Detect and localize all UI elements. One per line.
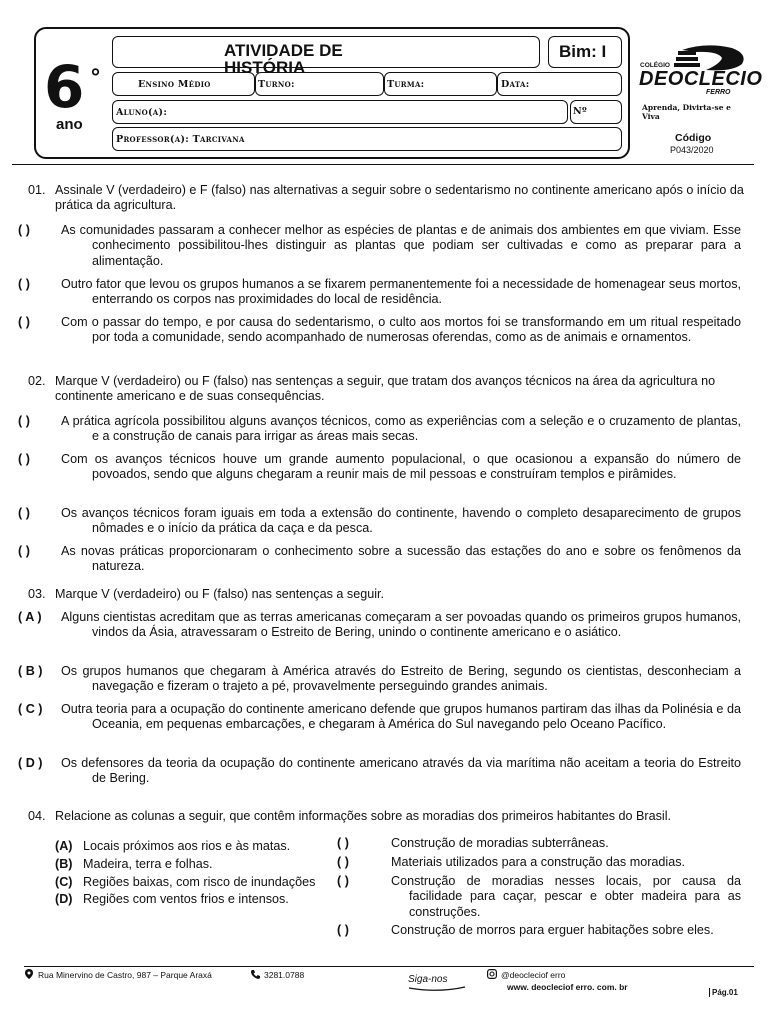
item-text: Com os avanços técnicos houve um grande aumento populacional, o que ocasionou a expansão do número de povoados, sendo que alguns chegaram a reunir mais de mil pessoas e construíram templos e pirâmides. — [61, 452, 741, 482]
q04-left-a — [55, 839, 290, 854]
grade-number: 6 — [44, 53, 85, 121]
q04-left-c — [55, 875, 315, 890]
phone-icon — [250, 969, 261, 980]
page-title: ATIVIDADE DE HISTÓRIA — [224, 41, 343, 77]
column-text: Construção de moradias subterrâneas. — [391, 836, 609, 850]
footer-divider — [24, 966, 754, 967]
item-text: A prática agrícola possibilitou alguns avanços técnicos, como as experiências com a seleção e o cruzamento de plantas, e a construção de canais para irrigar as áreas mais secas. — [61, 414, 741, 444]
q02-item-4: ( ) As novas práticas proporcionaram o conhecimento sobre a sucessão das estações do ano e sobre os fenômenos da natureza. — [18, 544, 741, 574]
map-pin-icon — [24, 969, 34, 979]
q03-item-b: ( B ) Os grupos humanos que chegaram à América através do Estreito de Bering, segundo os cientistas, desconheciam a navegação e fizeram o trajeto a pé, provavelmente perseguindo grandes animais. — [18, 664, 741, 694]
column-letter: (B) — [55, 857, 73, 871]
professor-label: Professor(a): Tarcivana — [116, 134, 245, 145]
item-text: Os avanços técnicos foram iguais em toda a extensão do continente, havendo o completo desaparecimento de grupos nômades e o início da prática da caça e da pesca. — [61, 506, 741, 536]
q01-item-3: ( ) Com o passar do tempo, e por causa do sedentarismo, o culto aos mortos foi se transformando em um ritual respeitado por toda a comunidade, sendo acompanhado de numerosas oferendas, como as de animais e ornamentos. — [18, 315, 741, 345]
item-text: Alguns cientistas acreditam que as terras americanas começaram a ser povoadas quando os primeiros grupos humanos, vindos da Ásia, atravessaram o Estreito de Bering, unindo o continente americano e o asiático. — [61, 610, 741, 640]
question-number: 03. — [28, 587, 46, 601]
footer-phone: 3281.0788 — [264, 970, 305, 980]
codigo-label: Código — [675, 132, 712, 144]
column-text: Madeira, terra e folhas. — [83, 857, 213, 871]
question-01 — [28, 183, 748, 214]
logo-ferro-text: FERRO — [706, 89, 731, 96]
column-text: Regiões baixas, com risco de inundações — [83, 875, 316, 889]
question-text: Marque V (verdadeiro) ou F (falso) nas sentenças a seguir, que tratam dos avanços técnicos na área da agricultura no continente americano e de suas consequências. — [55, 374, 716, 404]
q04-left-d — [55, 892, 289, 907]
answer-blank[interactable]: ( ) — [337, 874, 349, 888]
logo-colegio-text: COLÉGIO — [640, 62, 670, 69]
q01-item-2: ( ) Outro fator que levou os grupos humanos a se fixarem permanentemente foi a necessidade de homenagear seus mortos, enterrando os corpos nas proximidades do local de residência. — [18, 277, 741, 307]
q01-item-1: ( ) As comunidades passaram a conhecer melhor as espécies de plantas e de animais dos ambientes em que viviam. Esse conhecimento possibilitou-lhes distinguir as plantas que podiam ser cultivadas e como as preparar para a alimentação. — [18, 223, 741, 268]
item-text: Outra teoria para a ocupação do continente americano defende que grupos humanos partiram das ilhas da Polinésia e da Oceania, em pequenas embarcações, e chegaram à América do Sul navegando pelo Oceano Pacífico. — [61, 702, 741, 732]
turno-label: Turno: — [258, 79, 295, 90]
q02-item-2: ( ) Com os avanços técnicos houve um grande aumento populacional, o que ocasionou a expansão do número de povoados, sendo que alguns chegaram a reunir mais de mil pessoas e construíram templos e pirâmides. — [18, 452, 741, 482]
item-text: Com o passar do tempo, e por causa do sedentarismo, o culto aos mortos foi se transformando em um ritual respeitado por toda a comunidade, sendo acompanhado de numerosas oferendas, como as de animais e ornamentos. — [61, 315, 741, 345]
footer-social-handle: @deocleciof erro — [501, 970, 566, 980]
bimester-label: Bim: I — [559, 42, 607, 61]
question-04 — [28, 809, 748, 824]
item-text: Outro fator que levou os grupos humanos a se fixarem permanentemente foi a necessidade de homenagear seus mortos, enterrando os corpos nas proximidades do local de residência. — [61, 277, 741, 307]
codigo-value: P043/2020 — [670, 145, 714, 155]
logo-school-name: DEOCLÉCIO — [639, 68, 763, 90]
column-letter: (D) — [55, 892, 73, 906]
instagram-icon — [487, 969, 497, 979]
answer-blank[interactable]: ( ) — [337, 836, 349, 850]
q02-item-3: ( ) Os avanços técnicos foram iguais em toda a extensão do continente, havendo o completo desaparecimento de grupos nômades e o início da prática da caça e da pesca. — [18, 506, 741, 536]
column-letter: (C) — [55, 875, 73, 889]
question-text: Assinale V (verdadeiro) e F (falso) nas alternativas a seguir sobre o sedentarismo no continente americano após o início da prática da agricultura. — [55, 183, 744, 213]
header-divider — [12, 164, 754, 165]
question-number: 02. — [28, 374, 46, 388]
q04-right-4 — [337, 923, 741, 938]
question-text: Relacione as colunas a seguir, que contêm informações sobre as moradias dos primeiros habitantes do Brasil. — [55, 809, 672, 823]
question-number: 04. — [28, 809, 46, 823]
numero-label: Nº — [573, 106, 588, 117]
item-text: Os grupos humanos que chegaram à América através do Estreito de Bering, segundo os cientistas, desconheciam a navegação e fizeram o trajeto a pé, provavelmente perseguindo grandes animais. — [61, 664, 741, 694]
q04-right-3 — [337, 874, 741, 920]
footer-website[interactable]: www. deocleciof erro. com. br — [507, 982, 628, 992]
turma-label: Turma: — [387, 79, 425, 90]
page-number: Pág.01 — [709, 988, 738, 997]
aluno-field[interactable] — [112, 100, 568, 124]
siga-nos-swoosh-icon — [408, 986, 466, 992]
question-number: 01. — [28, 183, 46, 197]
item-text: Os defensores da teoria da ocupação do continente americano através da via marítima não aceitam a teoria do Estreito de Bering. — [61, 756, 741, 786]
question-02 — [28, 374, 748, 405]
q03-item-a: ( A ) Alguns cientistas acreditam que as terras americanas começaram a ser povoadas quando os primeiros grupos humanos, vindos da Ásia, atravessaram o Estreito de Bering, unindo o continente americano e o asiático. — [18, 610, 741, 640]
column-text: Materiais utilizados para a construção das moradias. — [391, 855, 685, 869]
ensino-label: Ensino Médio — [138, 79, 211, 90]
answer-blank[interactable]: ( ) — [337, 855, 349, 869]
column-text: Construção de moradias nesses locais, por causa da facilidade para caçar, pescar e obter madeira para as construções. — [391, 874, 741, 919]
column-text: Regiões com ventos frios e intensos. — [83, 892, 289, 906]
question-03 — [28, 587, 748, 602]
q03-item-c: ( C ) Outra teoria para a ocupação do continente americano defende que grupos humanos partiram das ilhas da Polinésia e da Oceania, em pequenas embarcações, e chegaram à América do Sul navegando pelo Oceano Pacífico. — [18, 702, 741, 732]
column-letter: (A) — [55, 839, 73, 853]
answer-blank[interactable]: ( ) — [337, 923, 349, 937]
q04-right-1 — [337, 836, 741, 851]
data-label: Data: — [501, 79, 530, 90]
grade-ano-label: ano — [56, 116, 83, 133]
q02-item-1: ( ) A prática agrícola possibilitou alguns avanços técnicos, como as experiências com a seleção e o cruzamento de plantas, e a construção de canais para irrigar as áreas mais secas. — [18, 414, 741, 444]
aluno-label: Aluno(a): — [116, 107, 168, 118]
item-text: As novas práticas proporcionaram o conhecimento sobre a sucessão das estações do ano e sobre os fenômenos da natureza. — [61, 544, 741, 574]
grade-degree-sign: ° — [90, 66, 101, 91]
footer-address: Rua Minervino de Castro, 987 – Parque Araxá — [38, 970, 212, 980]
q03-item-d: ( D ) Os defensores da teoria da ocupação do continente americano através da via marítima não aceitam a teoria do Estreito de Bering. — [18, 756, 741, 786]
column-text: Construção de morros para erguer habitações sobre eles. — [391, 923, 714, 937]
q04-left-b — [55, 857, 213, 872]
item-text: As comunidades passaram a conhecer melhor as espécies de plantas e de animais dos ambientes em que viviam. Esse conhecimento possibilitou-lhes distinguir as plantas que podiam ser cultivadas e como as preparar para a alimentação. — [61, 223, 741, 268]
q04-right-2 — [337, 855, 741, 870]
siga-nos-label: Siga-nos — [408, 974, 448, 985]
question-text: Marque V (verdadeiro) ou F (falso) nas sentenças a seguir. — [55, 587, 384, 601]
column-text: Locais próximos aos rios e às matas. — [83, 839, 291, 853]
school-tagline: Aprenda, Divirta-se e Viva — [642, 103, 731, 121]
